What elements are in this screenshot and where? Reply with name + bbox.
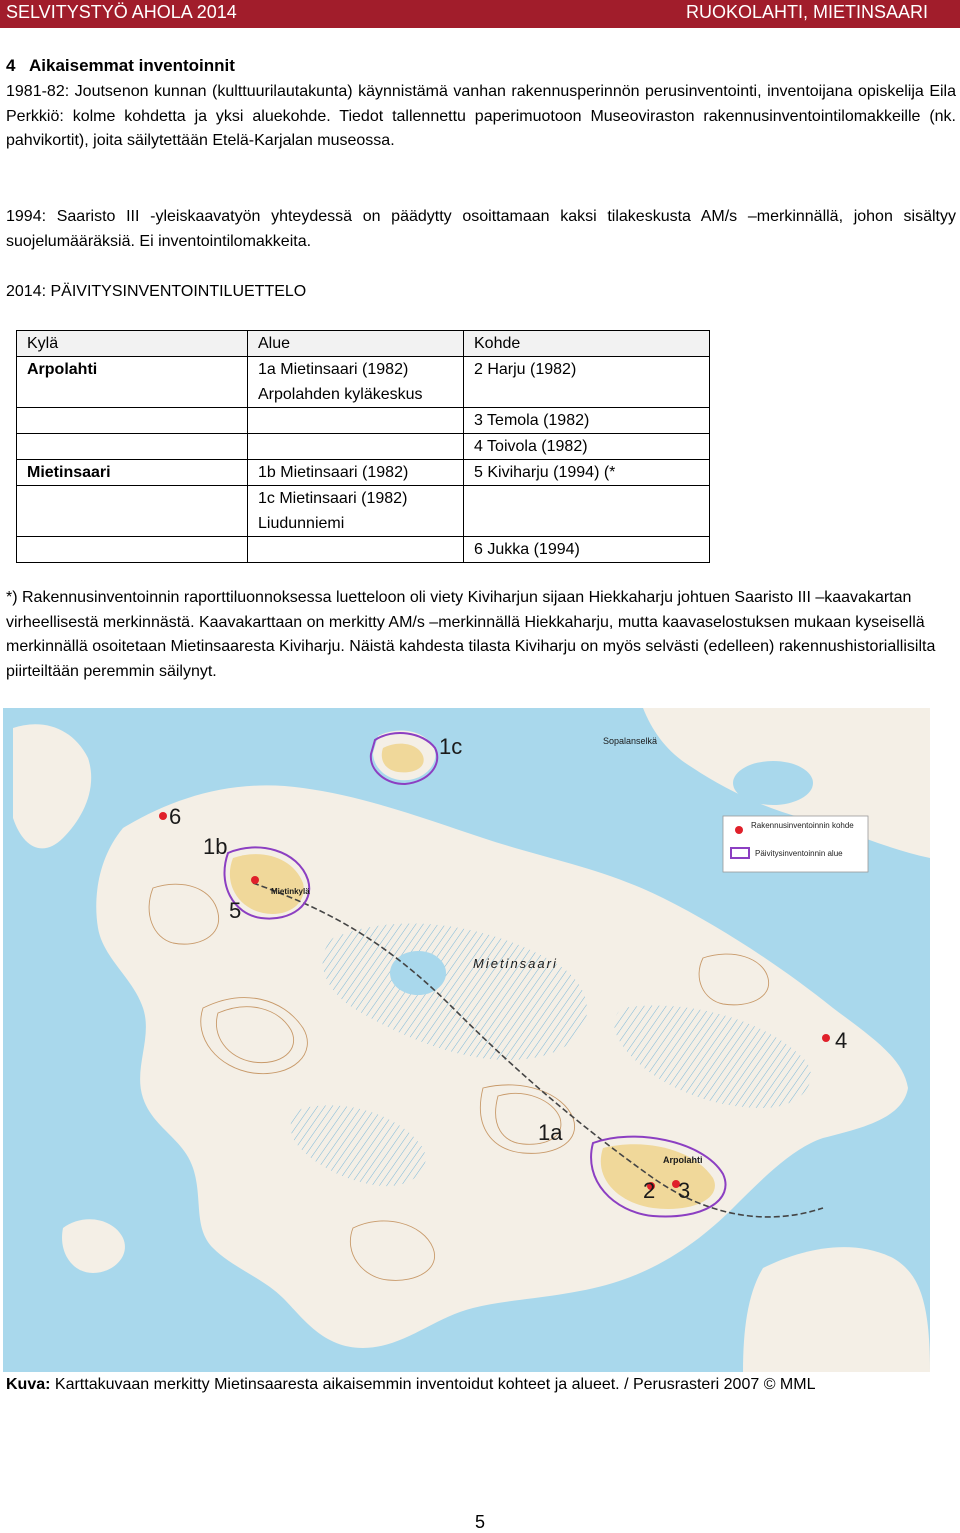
table-header-cell: Kylä [17, 331, 248, 357]
table-row [17, 357, 710, 383]
map-svg [3, 708, 930, 1372]
table-cell [17, 408, 248, 434]
header-left: SELVITYSTYÖ AHOLA 2014 [6, 2, 237, 22]
table-cell: 5 Kiviharju (1994) (* [464, 460, 710, 486]
page-number: 5 [474, 1512, 485, 1532]
table-cell [17, 382, 248, 408]
table-cell: 6 Jukka (1994) [464, 537, 710, 563]
map-label-1b: 1b [203, 834, 228, 859]
point-5 [251, 876, 259, 884]
table-cell [17, 511, 248, 537]
paragraph-1994: 1994: Saaristo III -yleiskaavatyön yhteydessä on päädytty osoittamaan kaksi tilakeskusta AM/s –merkinnällä, johon sisältyy suojelumääräksiä. Ei inventointilomakkeita. [6, 208, 956, 250]
map-label-5: 5 [229, 898, 242, 923]
point-4 [822, 1034, 830, 1042]
section-title: 4 Aikaisemmat inventoinnit [6, 56, 235, 75]
table-row [17, 382, 710, 408]
table-cell [17, 486, 248, 512]
table-cell: Mietinsaari [17, 460, 248, 486]
map-label-4: 4 [835, 1028, 848, 1053]
table-row [17, 511, 710, 537]
table-cell [248, 408, 464, 434]
map-land-se [743, 1247, 930, 1372]
table-cell [464, 486, 710, 512]
map-label-3: 3 [678, 1178, 691, 1203]
table-header-cell: Kohde [464, 331, 710, 357]
table-cell [17, 537, 248, 563]
table-cell: 2 Harju (1982) [464, 357, 710, 383]
footnote-paragraph: *) Rakennusinventoinnin raporttiluonnoksessa luetteloon oli viety Kiviharjun sijaan Hiekkaharju johtuen Saaristo III –kaavakartan virheellisestä merkinnästä. Kaavakarttaan on merkitty AM/s –merkinnällä Hiekkaharju, mutta kaavaselostuksen mukaan kyseisellä merkinnällä osoitetaan Mietinsaaresta Kiviharju. Näistä kahdesta tilasta Kiviharju on myös selvästi (edelleen) rakennushistoriallisilta piirteiltään peremmin säilynyt. [6, 589, 936, 680]
table-cell [248, 434, 464, 460]
table-cell [464, 382, 710, 408]
legend-alue-text: Päivitysinventoinnin alue [755, 849, 843, 858]
table-row [17, 434, 710, 460]
table-header-row [17, 331, 710, 357]
point-6 [159, 812, 167, 820]
table-row [17, 486, 710, 512]
place-arpolahti: Arpolahti [663, 1155, 703, 1165]
map-label-1c: 1c [439, 734, 463, 759]
place-mietinsaari: Mietinsaari [473, 956, 558, 971]
legend-point-icon [735, 826, 743, 834]
map-lake [733, 761, 813, 805]
legend-kohde [751, 821, 854, 830]
table-cell [464, 511, 710, 537]
header-right: RUOKOLAHTI, MIETINSAARI [685, 2, 928, 22]
table-cell: 3 Temola (1982) [464, 408, 710, 434]
table-cell [17, 434, 248, 460]
legend-kohde-text: Rakennusinventoinnin kohde [751, 821, 854, 830]
paragraph-1981: 1981-82: Joutsenon kunnan (kulttuurilautakunta) käynnistämä vanhan rakennusperinnön perusinventointi, inventoijana opiskelija Eila Perkkiö: kolme kohdetta ja yksi aluekohde. Tiedot tallennettu paperimuotoon Museoviraston rakennusinventointilomakkeille (nk. pahvikortit), joita säilytettään Etelä-Karjalan museossa. [6, 83, 956, 149]
map-legend [723, 816, 868, 872]
inventory-table [16, 330, 710, 563]
table-cell: Liudunniemi [248, 511, 464, 537]
table-cell: 1b Mietinsaari (1982) [248, 460, 464, 486]
map-label-2: 2 [643, 1178, 656, 1203]
page-header [0, 0, 960, 28]
table-row [17, 537, 710, 563]
figure-caption [6, 1376, 815, 1394]
caption-label: Kuva: [6, 1376, 51, 1393]
caption-text: Karttakuvaan merkitty Mietinsaaresta aikaisemmin inventoidut kohteet ja alueet. / Perusrasteri 2007 © MML [50, 1376, 816, 1393]
table-header-cell: Alue [248, 331, 464, 357]
topographic-map [3, 708, 930, 1372]
map-label-6: 6 [169, 804, 182, 829]
map-lake [390, 951, 446, 995]
legend-alue [755, 849, 843, 858]
table-row [17, 408, 710, 434]
table-row [17, 460, 710, 486]
table-cell [248, 537, 464, 563]
table-cell: Arpolahden kyläkeskus [248, 382, 464, 408]
table-cell: 1a Mietinsaari (1982) [248, 357, 464, 383]
table-cell: Arpolahti [17, 357, 248, 383]
table-cell: 1c Mietinsaari (1982) [248, 486, 464, 512]
map-label-1a: 1a [538, 1120, 563, 1145]
place-mietinkyla: Mietinkylä [271, 887, 310, 896]
place-sopalanselka: Sopalanselkä [603, 736, 658, 746]
heading-2014: 2014: PÄIVITYSINVENTOINTILUETTELO [6, 283, 307, 300]
table-cell: 4 Toivola (1982) [464, 434, 710, 460]
